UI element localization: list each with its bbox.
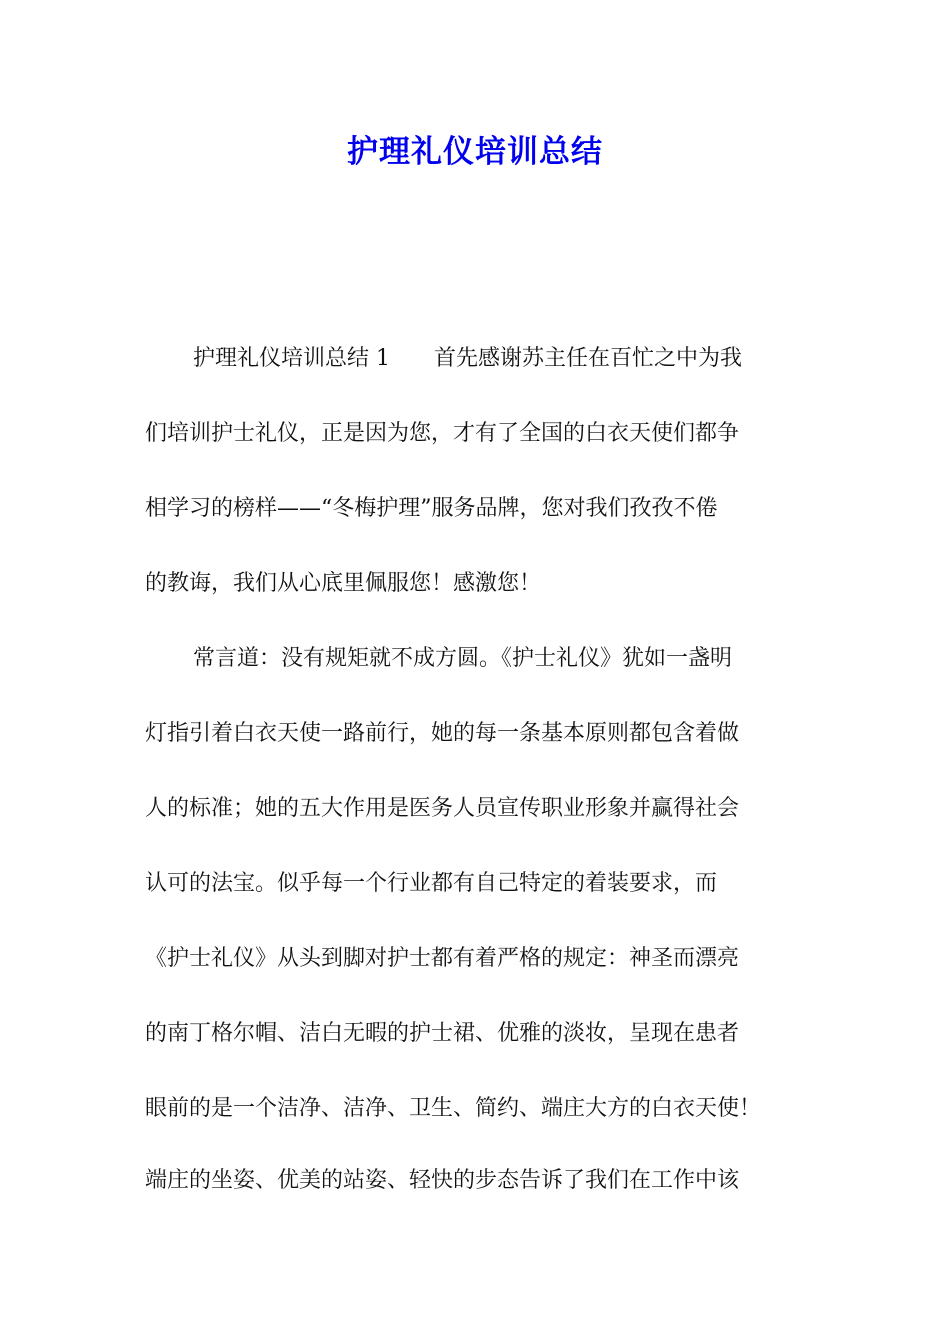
paragraph-2-line-8: 端庄的坐姿、优美的站姿、轻快的步态告诉了我们在工作中该: [145, 1168, 740, 1193]
paragraph-2-line-3: 人的标准；她的五大作用是医务人员宣传职业形象并赢得社会: [145, 796, 740, 821]
paragraph-1-line-3: 相学习的榜样——“冬梅护理”服务品牌，您对我们孜孜不倦: [145, 496, 718, 521]
paragraph-2-line-7: 眼前的是一个洁净、洁净、卫生、简约、端庄大方的白衣天使！: [145, 1096, 762, 1121]
paragraph-2-line-6: 的南丁格尔帽、洁白无暇的护士裙、优雅的淡妆，呈现在患者: [145, 1021, 740, 1046]
paragraph-2-line-2: 灯指引着白衣天使一路前行，她的每一条基本原则都包含着做: [145, 721, 740, 746]
paragraph-text: 首先感谢苏主任在百忙之中为我: [434, 346, 743, 371]
paragraph-2-line-5: 《护士礼仪》从头到脚对护士都有着严格的规定：神圣而漂亮: [145, 946, 740, 971]
paragraph-2-line-1: 常言道：没有规矩就不成方圆。《护士礼仪》犹如一盏明: [193, 646, 733, 671]
section-heading: 护理礼仪培训总结 1: [193, 346, 390, 371]
paragraph-1-line-1: [145, 344, 742, 374]
paragraph-1-line-4: 的教诲，我们从心底里佩服您！感激您！: [145, 571, 542, 596]
paragraph-1-line-2: 们培训护士礼仪，正是因为您，才有了全国的白衣天使们都争: [145, 421, 740, 446]
document-title: 护理礼仪培训总结: [347, 134, 603, 170]
paragraph-2-line-4: 认可的法宝。似乎每一个行业都有自己特定的着装要求，而: [145, 871, 718, 896]
